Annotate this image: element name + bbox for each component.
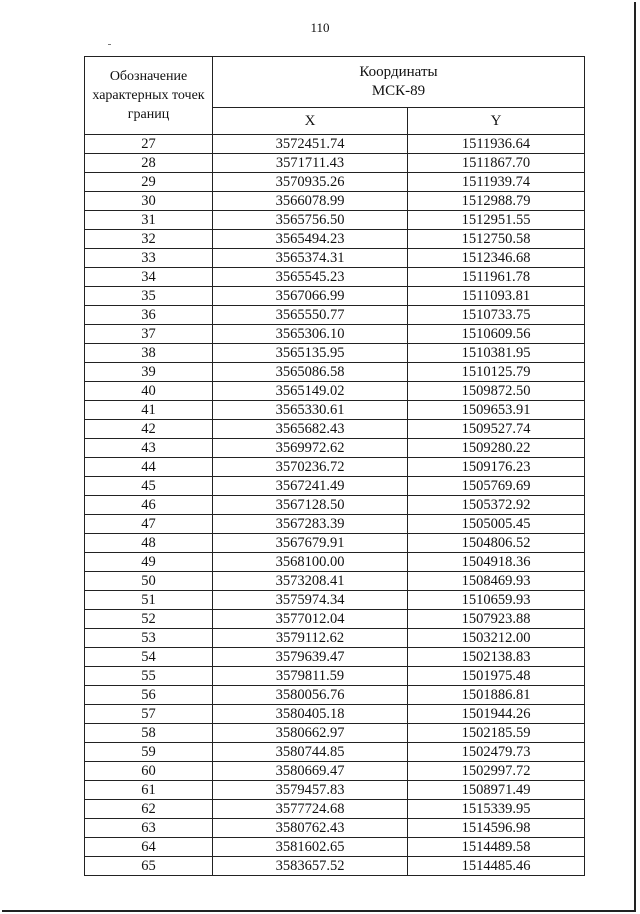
y-coordinate-cell: 1507923.88 [408,610,585,629]
y-coordinate-cell: 1505769.69 [408,477,585,496]
table-row [85,572,585,591]
point-id-cell: 40 [85,382,213,401]
table-row [85,515,585,534]
page-number: 110 [310,20,330,35]
table-row [85,230,585,249]
y-coordinate-cell: 1510659.93 [408,591,585,610]
point-id-cell: 56 [85,686,213,705]
x-coordinate-cell: 3573208.41 [213,572,408,591]
point-id-cell: 38 [85,344,213,363]
point-id-cell: 37 [85,325,213,344]
point-id-cell: 52 [85,610,213,629]
x-coordinate-cell: 3579811.59 [213,667,408,686]
point-id-cell: 63 [85,819,213,838]
table-row [85,268,585,287]
x-coordinate-cell: 3579457.83 [213,781,408,800]
x-coordinate-cell: 3580405.18 [213,705,408,724]
y-coordinate-cell: 1510733.75 [408,306,585,325]
table-row [85,610,585,629]
x-coordinate-cell: 3581602.65 [213,838,408,857]
y-coordinate-cell: 1502479.73 [408,743,585,762]
point-id-cell: 60 [85,762,213,781]
point-id-cell: 31 [85,211,213,230]
point-id-cell: 58 [85,724,213,743]
coordinate-system: МСК-89 [371,83,426,99]
y-coordinate-cell: 1509653.91 [408,401,585,420]
point-id-cell: 54 [85,648,213,667]
point-id-cell: 28 [85,154,213,173]
y-coordinate-cell: 1501886.81 [408,686,585,705]
point-id-cell: 41 [85,401,213,420]
x-coordinate-cell: 3565550.77 [213,306,408,325]
table-row [85,306,585,325]
x-coordinate-cell: 3567283.39 [213,515,408,534]
table-row [85,154,585,173]
y-coordinate-cell: 1511867.70 [408,154,585,173]
y-coordinate-cell: 1510381.95 [408,344,585,363]
x-coordinate-cell: 3567679.91 [213,534,408,553]
point-id-cell: 51 [85,591,213,610]
x-header: X [213,108,408,135]
point-id-cell: 49 [85,553,213,572]
point-id-cell: 47 [85,515,213,534]
y-coordinate-cell: 1510609.56 [408,325,585,344]
y-coordinate-cell: 1501975.48 [408,667,585,686]
table-row [85,382,585,401]
y-coordinate-cell: 1508971.49 [408,781,585,800]
y-coordinate-cell: 1509176.23 [408,458,585,477]
point-id-cell: 55 [85,667,213,686]
y-coordinate-cell: 1505372.92 [408,496,585,515]
point-id-cell: 27 [85,135,213,154]
coordinates-title: Координаты [359,64,438,80]
y-coordinate-cell: 1504918.36 [408,553,585,572]
y-coordinate-cell: 1509280.22 [408,439,585,458]
table-row [85,648,585,667]
point-id-cell: 57 [85,705,213,724]
x-coordinate-cell: 3571711.43 [213,154,408,173]
x-coordinate-cell: 3565086.58 [213,363,408,382]
table-row [85,344,585,363]
x-coordinate-cell: 3570236.72 [213,458,408,477]
table-row [85,629,585,648]
y-coordinate-cell: 1510125.79 [408,363,585,382]
y-coordinate-cell: 1511961.78 [408,268,585,287]
y-coordinate-cell: 1511936.64 [408,135,585,154]
table-row [85,135,585,154]
point-id-cell: 43 [85,439,213,458]
point-id-cell: 29 [85,173,213,192]
x-coordinate-cell: 3565330.61 [213,401,408,420]
x-coordinate-cell: 3580662.97 [213,724,408,743]
point-id-cell: 62 [85,800,213,819]
y-coordinate-cell: 1514596.98 [408,819,585,838]
point-id-cell: 34 [85,268,213,287]
x-coordinate-cell: 3580744.85 [213,743,408,762]
x-coordinate-cell: 3579639.47 [213,648,408,667]
x-coordinate-cell: 3569972.62 [213,439,408,458]
point-id-cell: 65 [85,857,213,876]
table-row [85,173,585,192]
x-coordinate-cell: 3579112.62 [213,629,408,648]
table-row [85,439,585,458]
x-coordinate-cell: 3565545.23 [213,268,408,287]
x-coordinate-cell: 3565135.95 [213,344,408,363]
point-id-cell: 39 [85,363,213,382]
point-id-cell: 46 [85,496,213,515]
table-row [85,211,585,230]
table-body [85,135,585,876]
y-coordinate-cell: 1501944.26 [408,705,585,724]
y-coordinate-cell: 1502185.59 [408,724,585,743]
x-coordinate-cell: 3570935.26 [213,173,408,192]
x-coordinate-cell: 3565494.23 [213,230,408,249]
y-coordinate-cell: 1502997.72 [408,762,585,781]
point-id-cell: 44 [85,458,213,477]
scan-mark [108,44,111,45]
y-coordinate-cell: 1512988.79 [408,192,585,211]
table-row [85,838,585,857]
table-row [85,534,585,553]
table-row [85,762,585,781]
table-row [85,325,585,344]
y-coordinate-cell: 1508469.93 [408,572,585,591]
point-id-cell: 35 [85,287,213,306]
table-row [85,781,585,800]
table-row [85,420,585,439]
x-coordinate-cell: 3565756.50 [213,211,408,230]
x-coordinate-cell: 3567128.50 [213,496,408,515]
y-coordinate-cell: 1512346.68 [408,249,585,268]
x-coordinate-cell: 3567066.99 [213,287,408,306]
point-id-cell: 32 [85,230,213,249]
y-coordinate-cell: 1503212.00 [408,629,585,648]
table-row [85,496,585,515]
table-row [85,724,585,743]
x-coordinate-cell: 3568100.00 [213,553,408,572]
table-row [85,401,585,420]
y-coordinate-cell: 1511939.74 [408,173,585,192]
y-coordinate-cell: 1502138.83 [408,648,585,667]
table-row [85,458,585,477]
x-coordinate-cell: 3565149.02 [213,382,408,401]
point-id-cell: 59 [85,743,213,762]
x-coordinate-cell: 3566078.99 [213,192,408,211]
point-id-cell: 30 [85,192,213,211]
x-coordinate-cell: 3577012.04 [213,610,408,629]
table-row [85,857,585,876]
table-row [85,287,585,306]
point-id-cell: 36 [85,306,213,325]
x-coordinate-cell: 3567241.49 [213,477,408,496]
point-id-cell: 45 [85,477,213,496]
table-row [85,363,585,382]
y-header: Y [408,108,585,135]
table-row [85,800,585,819]
table-row [85,591,585,610]
table-row [85,667,585,686]
point-id-cell: 64 [85,838,213,857]
point-id-cell: 50 [85,572,213,591]
point-id-cell: 48 [85,534,213,553]
y-coordinate-cell: 1504806.52 [408,534,585,553]
table-row [85,477,585,496]
y-coordinate-cell: 1512951.55 [408,211,585,230]
y-coordinate-cell: 1511093.81 [408,287,585,306]
x-coordinate-cell: 3572451.74 [213,135,408,154]
x-coordinate-cell: 3565374.31 [213,249,408,268]
coordinates-header [213,57,585,108]
table-row [85,819,585,838]
x-coordinate-cell: 3565682.43 [213,420,408,439]
table-row [85,553,585,572]
table-row [85,743,585,762]
x-coordinate-cell: 3583657.52 [213,857,408,876]
y-coordinate-cell: 1512750.58 [408,230,585,249]
x-coordinate-cell: 3580056.76 [213,686,408,705]
table-row [85,686,585,705]
table-row [85,192,585,211]
point-id-cell: 42 [85,420,213,439]
point-id-cell: 53 [85,629,213,648]
point-id-cell: 61 [85,781,213,800]
y-coordinate-cell: 1505005.45 [408,515,585,534]
x-coordinate-cell: 3565306.10 [213,325,408,344]
point-header: Обозначение характерных точек границ [85,57,213,135]
coordinates-table [84,56,585,876]
x-coordinate-cell: 3580762.43 [213,819,408,838]
point-id-cell: 33 [85,249,213,268]
x-coordinate-cell: 3580669.47 [213,762,408,781]
y-coordinate-cell: 1509872.50 [408,382,585,401]
x-coordinate-cell: 3575974.34 [213,591,408,610]
x-coordinate-cell: 3577724.68 [213,800,408,819]
y-coordinate-cell: 1509527.74 [408,420,585,439]
y-coordinate-cell: 1514485.46 [408,857,585,876]
y-coordinate-cell: 1515339.95 [408,800,585,819]
table-row [85,249,585,268]
table-row [85,705,585,724]
y-coordinate-cell: 1514489.58 [408,838,585,857]
